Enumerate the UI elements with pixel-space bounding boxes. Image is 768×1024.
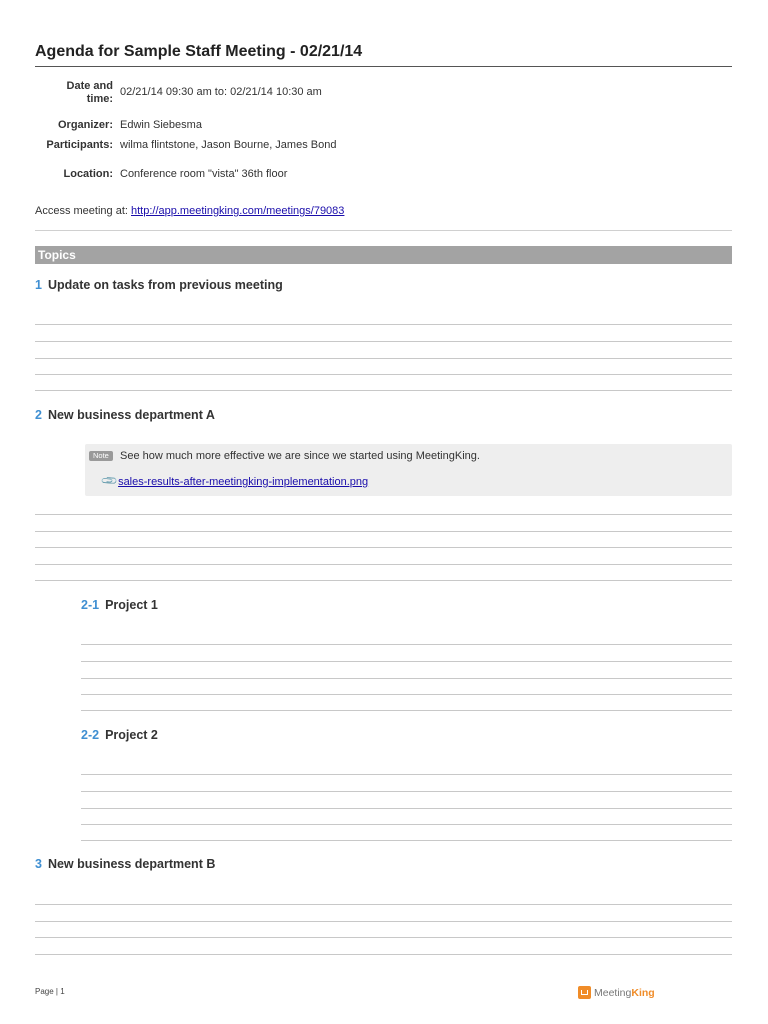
paperclip-icon: 📎: [100, 472, 120, 491]
topic-title: Update on tasks from previous meeting: [47, 278, 283, 292]
note-line: [35, 341, 732, 342]
datetime-label-line1: Date and: [66, 80, 113, 92]
note-line: [35, 580, 732, 581]
participants-value: wilma flintstone, Jason Bourne, James Bond: [120, 139, 337, 151]
topic-2-2-heading: [81, 728, 158, 742]
note-line: [81, 774, 732, 775]
title-divider: [35, 66, 732, 67]
attachment-row: [100, 472, 369, 491]
location-row: [35, 168, 732, 182]
note-box: [85, 444, 732, 496]
brand-name-king: King: [631, 986, 655, 999]
note-line: [81, 661, 732, 662]
topic-2-heading: [35, 408, 215, 422]
note-line: [35, 358, 732, 359]
topic-number: 3: [35, 857, 42, 871]
access-prefix: Access meeting at:: [35, 205, 128, 217]
datetime-label-line2: time:: [86, 93, 113, 105]
note-line: [35, 514, 732, 515]
note-line: [35, 531, 732, 532]
topic-title: New business department B: [47, 857, 216, 871]
organizer-row: [35, 119, 732, 133]
meeting-link[interactable]: http://app.meetingking.com/meetings/79083: [131, 205, 345, 217]
topic-title: New business department A: [47, 408, 215, 422]
topic-2-1-heading: [81, 598, 158, 612]
topic-1-heading: [35, 278, 283, 292]
topic-number: 2: [35, 408, 42, 422]
note-line: [81, 824, 732, 825]
notes-lines-topic-2-2: [81, 774, 732, 844]
brand-logo: [578, 984, 655, 1000]
access-divider: [35, 230, 732, 231]
note-line: [35, 954, 732, 955]
location-label: Location:: [63, 168, 113, 180]
datetime-label: [35, 80, 113, 106]
location-value: Conference room "vista" 36th floor: [120, 168, 288, 180]
note-line: [35, 547, 732, 548]
topic-title: Project 2: [105, 728, 158, 742]
notes-lines-topic-2: [35, 514, 732, 584]
topic-title: Project 1: [105, 598, 158, 612]
notes-lines-topic-1: [35, 324, 732, 394]
note-line: [35, 324, 732, 325]
brand-name: [594, 987, 655, 999]
note-line: [35, 564, 732, 565]
notes-lines-topic-2-1: [81, 644, 732, 714]
agenda-page: [35, 0, 732, 1024]
topic-number: 1: [35, 278, 42, 292]
note-line: [81, 694, 732, 695]
participants-row: [35, 139, 732, 153]
notes-lines-topic-3: [35, 904, 732, 956]
organizer-value: Edwin Siebesma: [120, 119, 202, 131]
note-line: [81, 840, 732, 841]
brand-name-meeting: Meeting: [594, 986, 632, 999]
topic-number: 2-2: [81, 728, 100, 742]
topic-number: 2-1: [81, 598, 100, 612]
organizer-label: Organizer:: [57, 119, 113, 131]
note-line: [35, 374, 732, 375]
note-line: [81, 644, 732, 645]
note-line: [81, 791, 732, 792]
note-line: [81, 678, 732, 679]
datetime-value: 02/21/14 09:30 am to: 02/21/14 10:30 am: [120, 86, 322, 98]
note-line: [81, 808, 732, 809]
note-line: [35, 921, 732, 922]
note-line: [35, 904, 732, 905]
datetime-row: [35, 80, 732, 108]
attachment-link[interactable]: sales-results-after-meetingking-implementation.png: [118, 476, 369, 488]
page-title: Agenda for Sample Staff Meeting - 02/21/14: [35, 43, 363, 60]
meetingking-logo-icon: [578, 986, 591, 999]
page-number: Page | 1: [35, 987, 65, 996]
topic-3-heading: [35, 857, 215, 871]
note-text: See how much more effective we are since we started using MeetingKing.: [120, 450, 480, 462]
access-line: [35, 205, 344, 217]
note-badge: Note: [89, 451, 113, 461]
participants-label: Participants:: [46, 139, 113, 151]
note-line: [81, 710, 732, 711]
note-line: [35, 390, 732, 391]
note-line: [35, 937, 732, 938]
topics-header: Topics: [35, 246, 732, 264]
